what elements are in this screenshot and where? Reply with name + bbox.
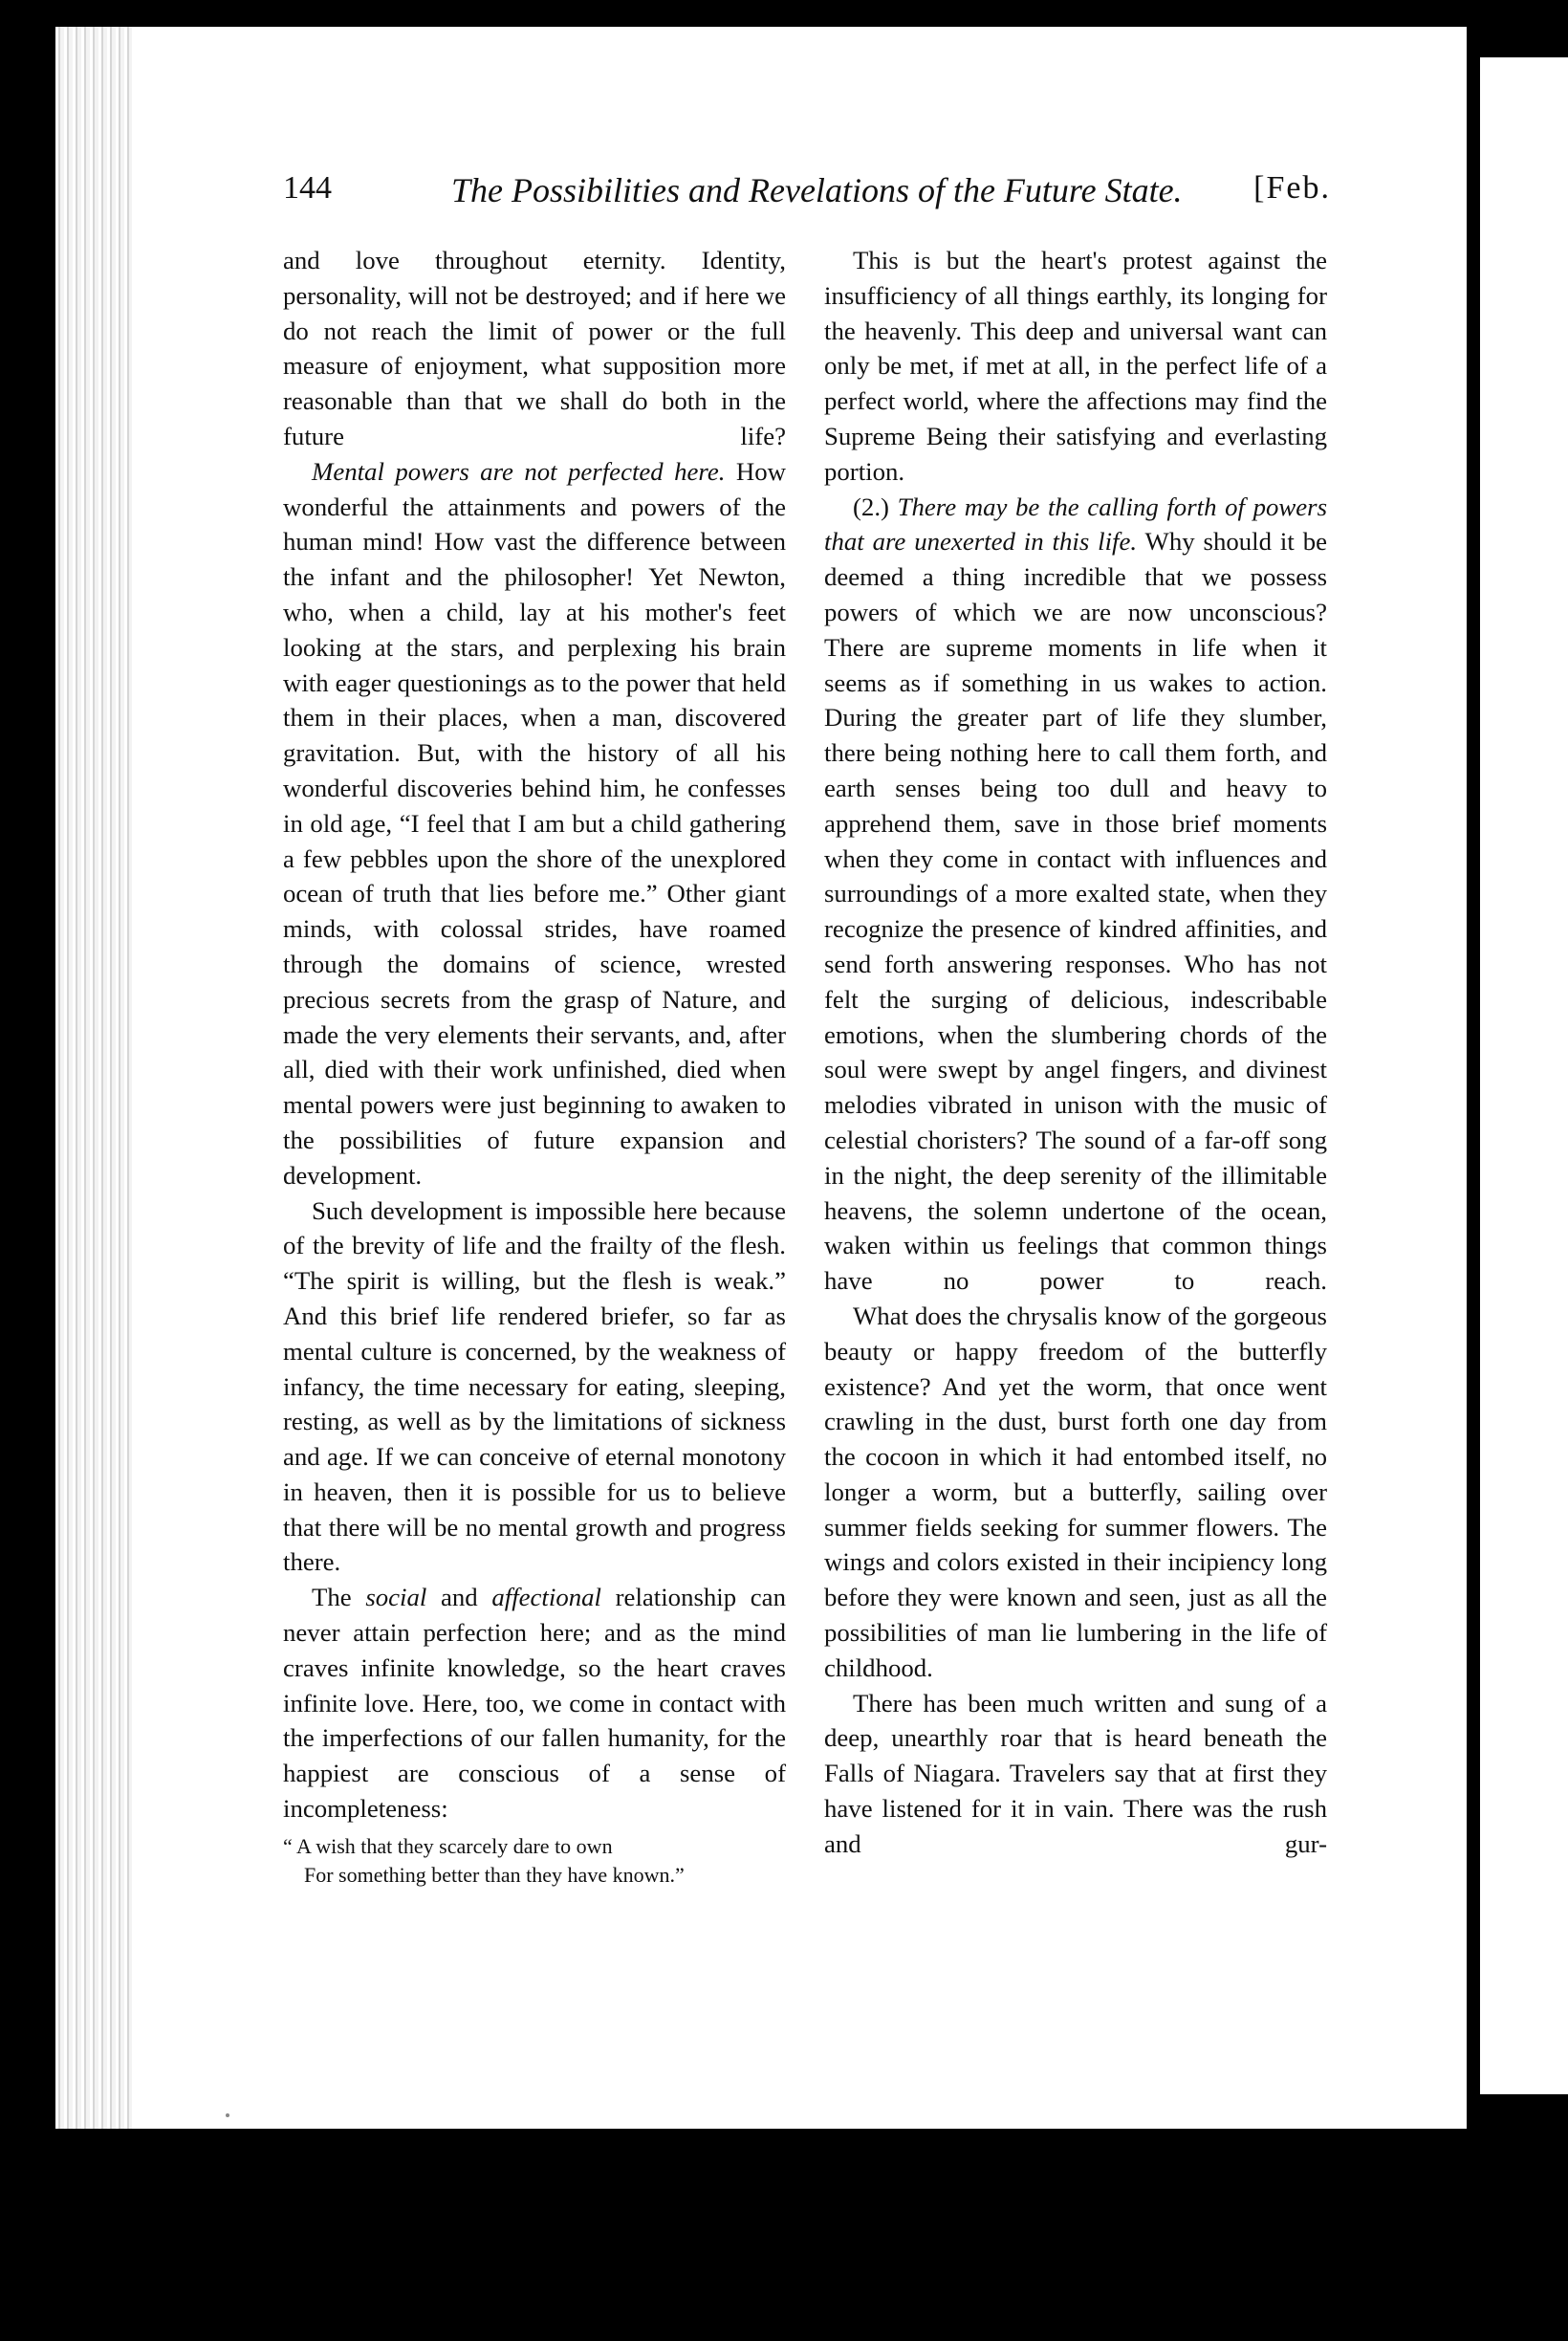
paragraph: Such development is impossible here because of the brevity of life and the frailty of the flesh. “The spirit is willing, but the flesh is weak.” And this brief life rendered briefer, so far as mental culture is concerned, by the weakness of infancy, the time necessary for eating, sleeping, resting, as well as by the limitations of sickness and age. If we can conceive of eternal monotony in heaven, then it is possible for us to believe that there will be no mental growth and progress there. — [283, 1195, 786, 1577]
verse-quote — [283, 1832, 786, 1890]
section-heading-italic: Mental powers are not perfected here. — [312, 456, 726, 486]
facing-page-edge — [1480, 57, 1568, 2094]
paragraph — [283, 454, 786, 1193]
paragraph: What does the chrysalis know of the gorgeous beauty or happy freedom of the butterfly existence? And yet the worm, that once went crawling in the dust, burst forth one day from the cocoon in which it had entombed itself, no longer a worm, but a butterfly, sailing over summer fields seeking for summer flowers. The wings and colors existed in their incipiency long before they were known and seen, just as all the possibilities of man lie lumbering in the life of childhood. — [824, 1301, 1327, 1682]
paragraph-text: How wonderful the attainments and powers of the human mind! How vast the difference between the infant and the philosopher! Yet Newton, who, when a child, lay at his mother's feet looking at the stars, and perplexing his brain with eager questionings as to the power that held them in their places, when a man, discovered gravitation. But, with the history of all his wonderful discoveries behind him, he confesses in old age, “I feel that I am but a child gathering a few pebbles upon the shore of the unexplored ocean of truth that lies before me.” Other giant minds, with colossal strides, have roamed through the domains of science, wrested precious secrets from the grasp of Nature, and made the very elements their servants, and, after all, died with their work unfinished, died when mental powers were just beginning to awaken to the possibilities of future expansion and development. — [283, 456, 787, 1190]
paragraph: This is but the heart's protest against the insufficiency of all things earthly, its longing for the heavenly. This deep and universal want can only be met, if met at all, in the perfect life of a perfect world, where the affections may find the Supreme Being their satisfying and everlasting portion. — [824, 246, 1327, 486]
paragraph — [283, 1580, 786, 1827]
page-speck — [226, 2113, 229, 2117]
left-column — [283, 243, 786, 1890]
paragraph: There has been much written and sung of a deep, unearthly roar that is heard beneath the Falls of Niagara. Travelers say that at first they have listened for it in vain. There was the rush and gur- — [824, 1688, 1327, 1858]
verse-line: For something better than they have known.” — [304, 1862, 685, 1887]
running-header — [283, 170, 1337, 218]
running-title: The Possibilities and Revelations of the Future State. — [451, 171, 1183, 209]
emphasis-word: social — [365, 1583, 427, 1612]
paragraph-text: The — [312, 1583, 352, 1612]
section-number: (2.) — [853, 492, 889, 521]
paragraph-text: Why should it be deemed a thing incredible that we possess powers of which we are now unconscious? There are supreme moments in life when it seems as if something in us wakes to action. During the greater part of life they slumber, there being nothing here to call them forth, and earth senses being too dull and heavy to apprehend them, save in those brief moments when they come in contact with influences and surroundings of a more exalted state, when they recognize the presence of kindred affinities, and send forth answering responses. Who has not felt the surging of delicious, indescribable emotions, when the slumbering chords of the soul were swept by angel fingers, and divinest melodies vibrated in unison with the music of celestial choristers? The sound of a far-off song in the night, the deep serenity of the illimitable heavens, the solemn undertone of the ocean, waken within us feelings that common things have no power to reach. — [824, 527, 1327, 1296]
paragraph-text: relationship can never attain perfection here; and as the mind craves infinite knowledge, so the heart craves infinite love. Here, too, we come in contact with the imperfections of our fallen humanity, for the happiest are conscious of a sense of incompleteness: — [283, 1583, 786, 1824]
emphasis-word: affectional — [491, 1583, 601, 1612]
section-heading-italic: There may be the calling forth of powers that are unexerted in this life. — [824, 492, 1327, 557]
right-column — [824, 243, 1327, 1862]
issue-month: [Feb. — [1253, 170, 1331, 206]
paragraph — [824, 490, 1327, 1299]
paragraph-text: and — [441, 1583, 478, 1612]
page-number: 144 — [283, 170, 332, 206]
book-spine-edge — [55, 27, 136, 2129]
verse-line: “ A wish that they scarcely dare to own — [283, 1833, 613, 1858]
paragraph: and love throughout eternity. Identity, personality, will not be destroyed; and if here we do not reach the limit of power or the full measure of enjoyment, what supposition more reasonable than that we shall do both in the future life? — [283, 246, 786, 450]
